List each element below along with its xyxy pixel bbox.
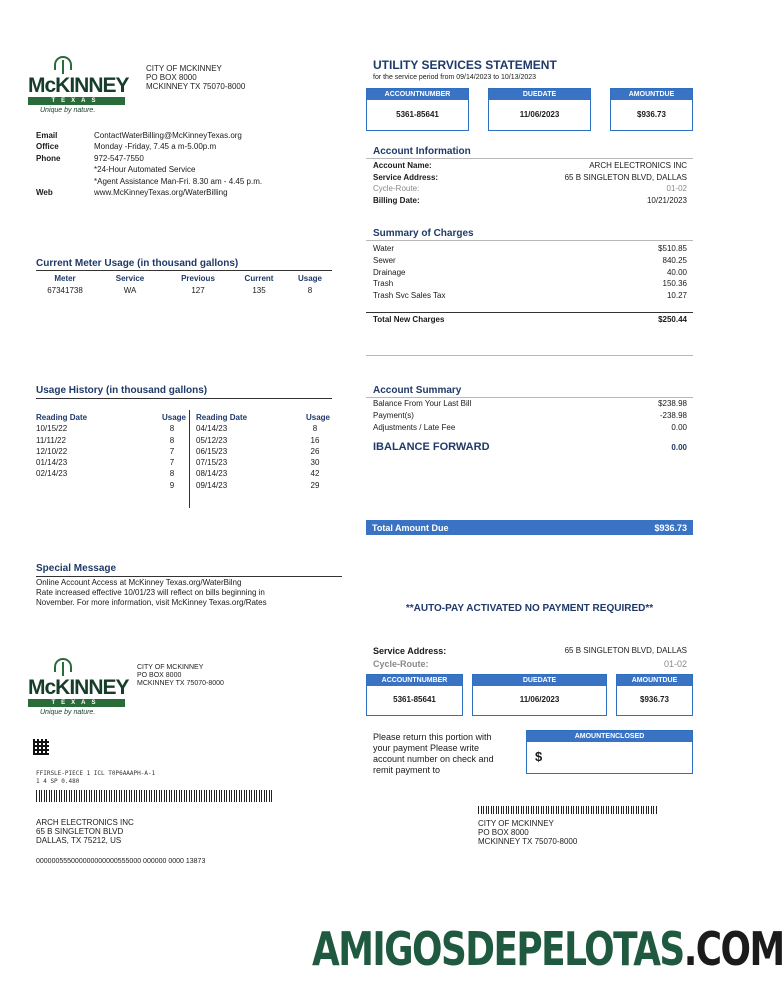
contact-row: Web www.McKinneyTexas.org/WaterBilling <box>36 188 228 198</box>
stub-summary-boxes <box>366 674 693 716</box>
contact-row: *24-Hour Automated Service <box>94 165 196 175</box>
logo-tagline: Unique by nature. <box>40 709 96 716</box>
table-header: Meter Service Previous Current Usage <box>54 274 322 283</box>
column-divider <box>189 410 190 508</box>
table-row: 09/14/23 29 <box>196 480 320 490</box>
charge-row: Water $510.85 <box>373 244 687 253</box>
email-link[interactable]: ContactWaterBilling@McKinneyTexas.org <box>94 131 242 140</box>
dollar-sign: $ <box>535 749 543 764</box>
divider <box>366 158 693 159</box>
usage-history-right <box>196 412 330 491</box>
charge-row: Sewer 840.25 <box>373 255 687 265</box>
total-new-charges: Total New Charges $250.44 <box>373 315 687 324</box>
usage-history-left <box>36 412 186 491</box>
due-date-box: DUEDATE 11/06/2023 <box>488 88 591 131</box>
watermark: AMIGOSDEPELOTAS.COM <box>312 922 784 976</box>
table-row: 9 <box>169 480 175 490</box>
summary-row: Payment(s) -238.98 <box>373 411 687 420</box>
service-period: for the service period from 09/14/2023 to 10/13/2023 <box>373 74 537 81</box>
table-row: 04/14/23 8 <box>196 424 318 434</box>
table-row: 01/14/23 7 <box>36 458 175 468</box>
city-address: CITY OF MCKINNEY PO BOX 8000 MCKINNEY TX 75070-8000 <box>146 64 246 91</box>
mckinney-logo <box>28 56 128 126</box>
amount-due-box: AMOUNTDUE $936.73 <box>616 674 693 716</box>
return-instructions: Please return this portion with your payment Please write account number on check and remit payment to <box>373 732 494 775</box>
total-amount-due-bar: Total Amount Due $936.73 <box>366 520 693 535</box>
divider <box>36 270 332 271</box>
table-row: 08/14/23 42 <box>196 469 320 479</box>
meter-usage-table <box>36 273 332 297</box>
table-row: 11/11/22 8 <box>36 435 175 445</box>
account-summary <box>373 398 687 434</box>
statement-title: UTILITY SERVICES STATEMENT <box>373 58 557 72</box>
meter-usage-title: Current Meter Usage (in thousand gallons) <box>36 258 239 269</box>
summary-row: Balance From Your Last Bill $238.98 <box>373 399 687 408</box>
table-row: 12/10/22 7 <box>36 446 175 456</box>
special-message-body: Online Account Access at McKinney Texas.org/WaterBilng Rate increased effective 10/01/23 will reflect on bills beginning in November. For more information, visit McKinney Texas.org/Rates <box>36 578 267 607</box>
divider <box>36 576 342 577</box>
balance-forward: IBALANCE FORWARD 0.00 <box>373 441 687 453</box>
special-message-title: Special Message <box>36 563 117 574</box>
mail-code: FFIRSLE-PIECE 1 ICL T0P6AAAPH-A-1 1 4 SP 0.480 <box>36 770 156 785</box>
account-summary-title: Account Summary <box>373 385 462 396</box>
account-number-box: ACCOUNTNUMBER 5361-85641 <box>366 674 463 716</box>
amount-enclosed-input[interactable] <box>547 745 689 769</box>
divider <box>366 240 693 241</box>
usage-history-title: Usage History (in thousand gallons) <box>36 385 208 396</box>
table-row: 10/15/22 8 <box>36 424 175 434</box>
stub-service-address: Service Address: 65 B SINGLETON BLVD, DALLAS <box>373 646 687 656</box>
customer-address: ARCH ELECTRONICS INC 65 B SINGLETON BLVD DALLAS, TX 75212, US <box>36 818 134 845</box>
contact-row: Office Monday -Friday, 7.45 a m-5.00p.m <box>36 142 217 152</box>
logo-state: TEXAS <box>28 699 125 707</box>
remit-address: CITY OF MCKINNEY PO BOX 8000 MCKINNEY TX 75070-8000 <box>478 819 578 846</box>
info-row: Billing Date: 10/21/2023 <box>373 196 687 206</box>
divider <box>366 312 693 313</box>
account-number-box: ACCOUNTNUMBER 5361-85641 <box>366 88 469 131</box>
contact-info <box>36 130 262 198</box>
city-address: CITY OF MCKINNEY PO BOX 8000 MCKINNEY TX 75070-8000 <box>137 664 224 687</box>
table-row: 02/14/23 8 <box>36 469 175 479</box>
logo-state: TEXAS <box>28 97 125 105</box>
charge-row: Drainage 40.00 <box>373 267 687 277</box>
charges-title: Summary of Charges <box>373 228 474 239</box>
contact-row: Phone 972-547-7550 <box>36 153 144 163</box>
summary-row: Adjustments / Late Fee 0.00 <box>373 423 687 432</box>
table-row: 67341738 WA 127 135 8 <box>47 286 313 295</box>
web-link[interactable]: www.McKinneyTexas.org/WaterBilling <box>94 188 228 198</box>
logo-wordmark: McKINNEY <box>28 676 129 699</box>
mckinney-logo <box>28 658 128 728</box>
amount-due-box: AMOUNTDUE $936.73 <box>610 88 693 131</box>
summary-boxes <box>366 88 693 131</box>
contact-row: *Agent Assistance Man-Fri. 8.30 am - 4.45 p.m. <box>94 176 263 186</box>
stub-cycle-route: Cycle-Route: 01-02 <box>373 659 687 669</box>
amount-enclosed-box: AMOUNTENCLOSED $ <box>526 730 693 774</box>
divider <box>366 355 693 356</box>
divider <box>36 398 332 399</box>
autopay-notice: **AUTO-PAY ACTIVATED NO PAYMENT REQUIRED** <box>405 603 654 614</box>
qr-code-icon <box>33 739 49 755</box>
charge-row: Trash Svc Sales Tax 10.27 <box>373 291 687 301</box>
table-row: 05/12/23 16 <box>196 435 320 445</box>
remit-barcode-icon <box>478 806 658 814</box>
scan-line: 000000555000000000000555000 000000 0000 13873 <box>36 858 206 865</box>
logo-wordmark: McKINNEY <box>28 74 129 97</box>
postal-barcode-icon <box>36 790 274 802</box>
charges-list <box>373 243 687 302</box>
info-row: Cycle-Route: 01-02 <box>373 184 687 194</box>
table-row: 06/15/23 26 <box>196 446 320 456</box>
charge-row: Trash 150.36 <box>373 279 687 289</box>
account-info-title: Account Information <box>373 146 471 157</box>
table-header: Reading Date Usage <box>196 413 330 422</box>
table-header: Reading Date Usage <box>36 413 186 422</box>
logo-tagline: Unique by nature. <box>40 107 96 114</box>
due-date-box: DUEDATE 11/06/2023 <box>472 674 607 716</box>
contact-row: Email ContactWaterBilling@McKinneyTexas.org <box>36 131 242 140</box>
account-info <box>373 160 687 207</box>
info-row: Service Address: 65 B SINGLETON BLVD, DALLAS <box>373 172 687 182</box>
info-row: Account Name: ARCH ELECTRONICS INC <box>373 161 687 170</box>
table-row: 07/15/23 30 <box>196 458 320 468</box>
